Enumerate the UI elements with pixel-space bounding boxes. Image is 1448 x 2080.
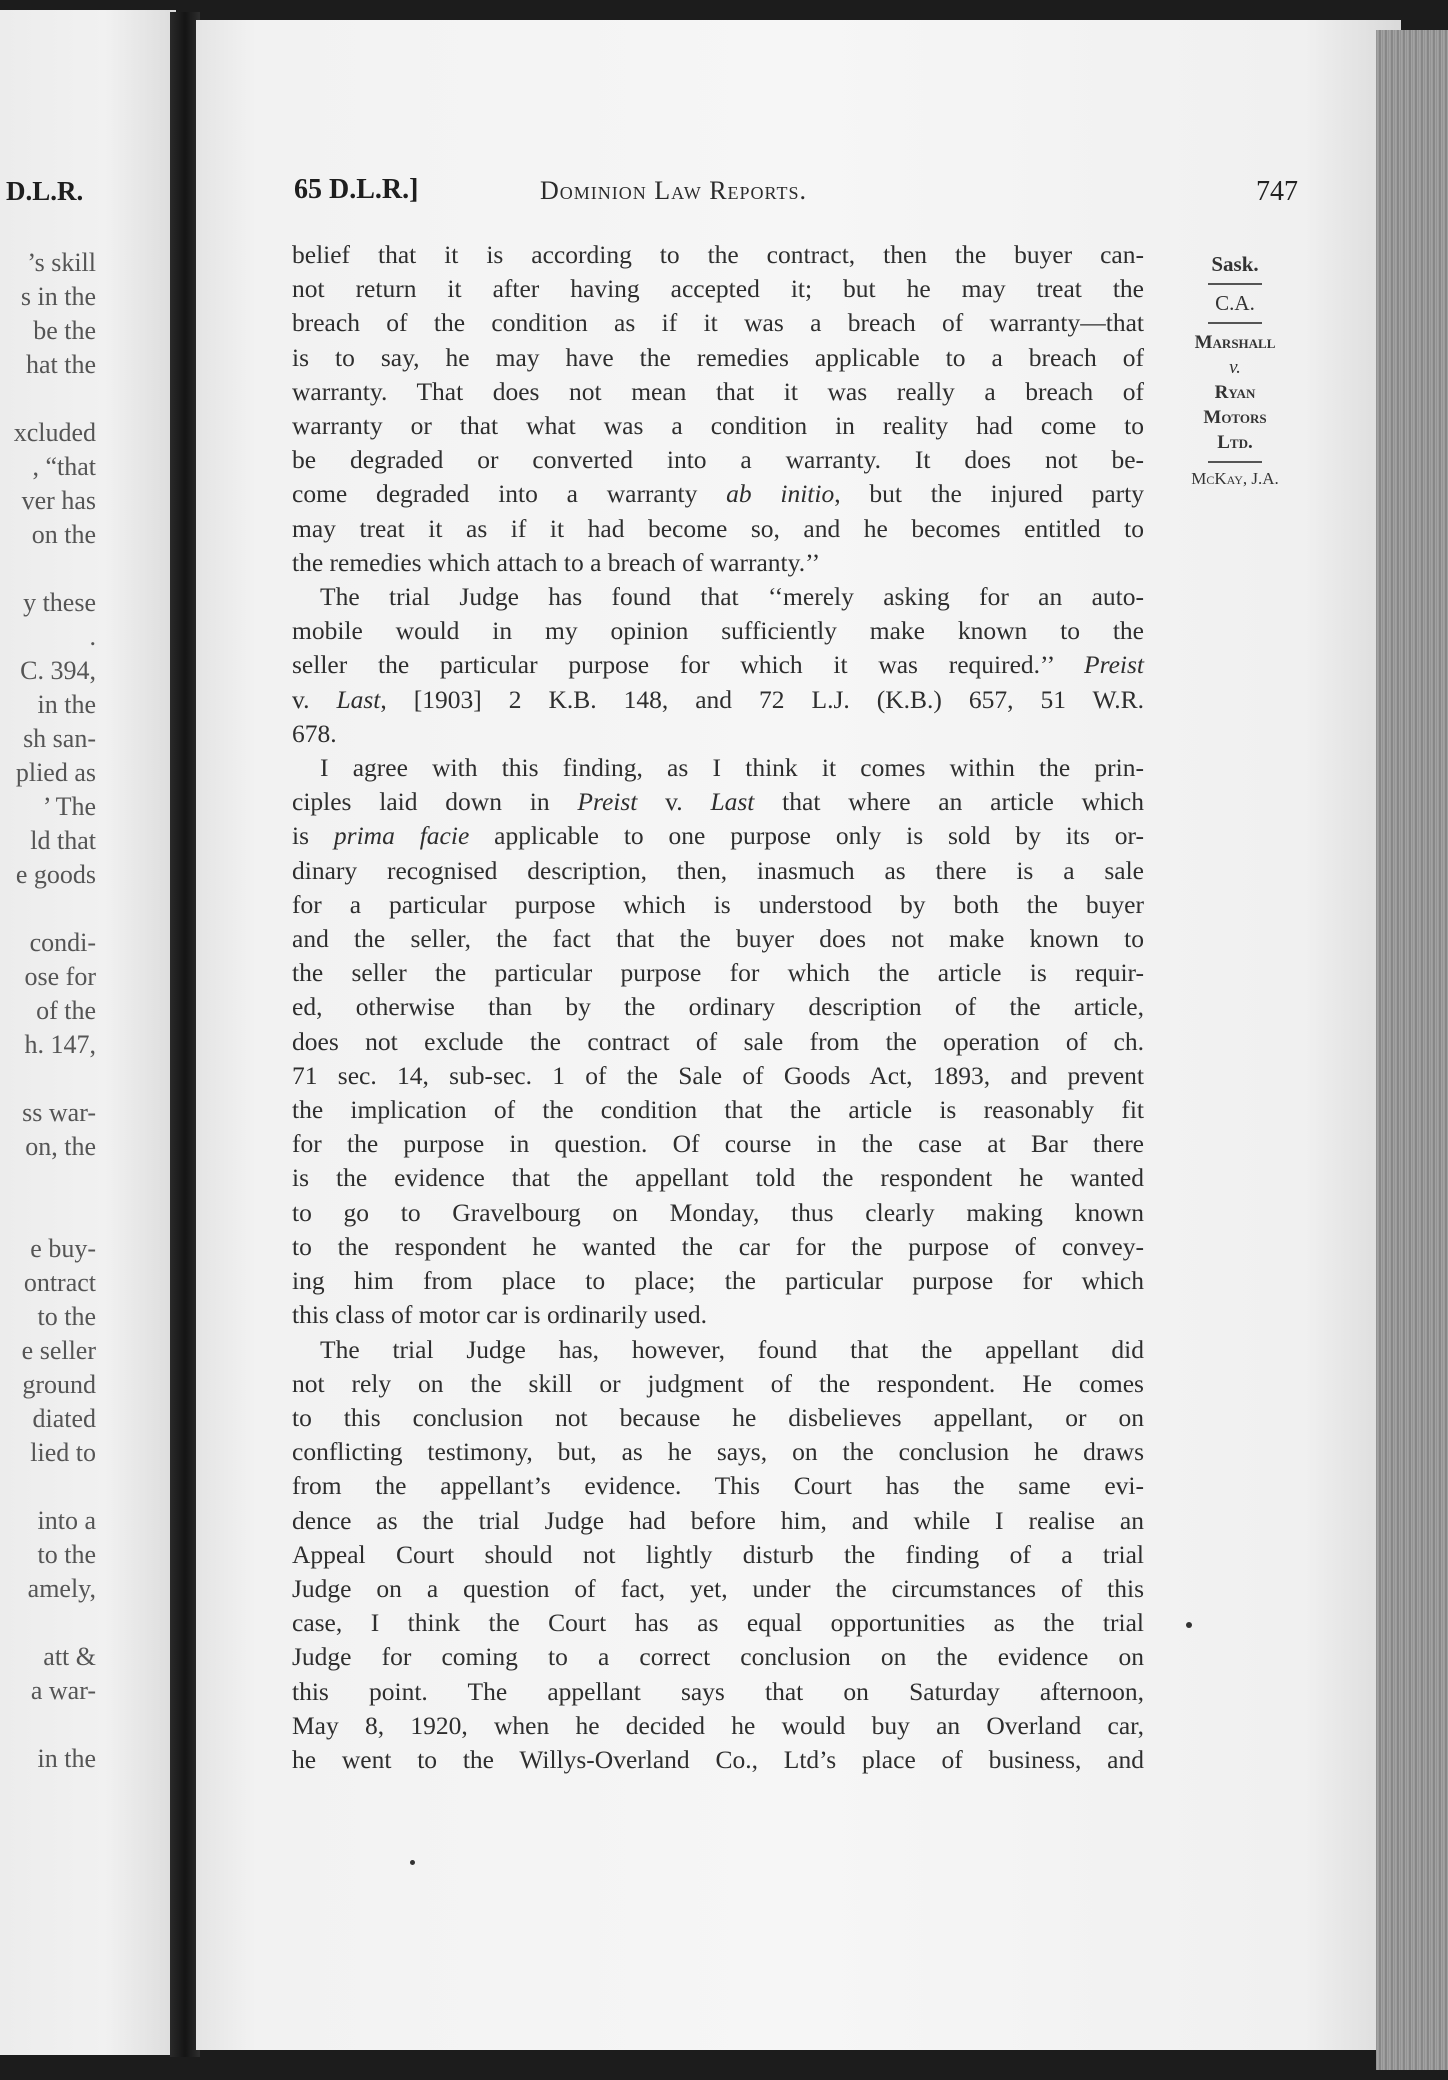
margin-rule <box>1208 283 1262 285</box>
left-page-line: xcluded <box>13 418 96 447</box>
left-page-line: to the <box>37 1302 96 1331</box>
left-page-line <box>14 1606 96 1640</box>
margin-rule <box>1208 461 1262 463</box>
body-line: mobile would in my opinion sufficiently make known to the <box>292 616 1144 646</box>
body-line-last: the remedies which attach to a breach of warranty.’’ <box>292 547 821 577</box>
body-line: v. Last, [1903] 2 K.B. 148, and 72 L.J. (K.B.) 657, 51 W.R. <box>292 684 1144 714</box>
body-line: for the purpose in question. Of course in the case at Bar there <box>292 1129 1144 1159</box>
body-line-last: this class of motor car is ordinarily used. <box>292 1300 707 1330</box>
body-line: not rely on the skill or judgment of the respondent. He comes <box>292 1368 1144 1398</box>
journal-title: Dominion Law Reports. <box>540 176 807 205</box>
left-page-line: lied to <box>30 1438 96 1467</box>
body-line: to go to Gravelbourg on Monday, thus clearly making known <box>292 1197 1144 1227</box>
body-line: this point. The appellant says that on Saturday afternoon, <box>292 1676 1144 1706</box>
body-line: Judge for coming to a correct conclusion on the evidence on <box>292 1642 1144 1672</box>
body-line: the seller the particular purpose for which the article is requir- <box>292 958 1144 988</box>
left-page-line: ground <box>22 1370 96 1399</box>
running-header <box>0 174 1448 214</box>
left-page-line: ’s skill <box>27 248 96 277</box>
left-page <box>0 10 176 2055</box>
left-page-line: be the <box>33 316 96 345</box>
left-page-line: on the <box>31 520 96 549</box>
case-versus: v. <box>1229 357 1241 378</box>
body-line: Judge on a question of fact, yet, under the circumstances of this <box>292 1573 1144 1603</box>
left-page-line: e seller <box>21 1336 96 1365</box>
margin-notes <box>1170 252 1300 489</box>
body-line: he went to the Willys-Overland Co., Ltd’s place of business, and <box>292 1744 1144 1774</box>
left-page-line: s in the <box>20 282 96 311</box>
left-page-line: in the <box>37 1744 96 1773</box>
left-page-header: D.L.R. <box>6 176 84 206</box>
body-line: warranty or that what was a condition in reality had come to <box>292 411 1144 441</box>
body-line: The trial Judge has found that ‘‘merely asking for an auto- <box>320 582 1144 612</box>
page-edges <box>1376 30 1448 2070</box>
body-line: ed, otherwise than by the ordinary description of the article, <box>292 992 1144 1022</box>
left-page-line: into a <box>37 1506 96 1535</box>
body-line: for a particular purpose which is understood by both the buyer <box>292 889 1144 919</box>
page-number: 747 <box>1256 176 1298 207</box>
left-page-line: e goods <box>15 860 96 889</box>
judge-name: McKay, J.A. <box>1191 469 1279 488</box>
left-page-line: hat the <box>25 350 96 379</box>
left-page-line: in the <box>37 690 96 719</box>
left-page-line <box>14 1164 96 1198</box>
court-label: C.A. <box>1215 291 1255 315</box>
left-page-line: sh san- <box>23 724 96 753</box>
left-page-line <box>14 1708 96 1742</box>
case-party-2-line2: Motors <box>1203 407 1267 428</box>
left-page-line: to the <box>37 1540 96 1569</box>
left-page-line: ss war- <box>22 1098 96 1127</box>
body-line: dence as the trial Judge had before him, and while I realise an <box>292 1505 1144 1535</box>
volume-citation: 65 D.L.R.] <box>294 174 419 205</box>
body-line: dinary recognised description, then, inasmuch as there is a sale <box>292 855 1144 885</box>
body-line: is to say, he may have the remedies applicable to a breach of <box>292 342 1144 372</box>
body-line: and the seller, the fact that the buyer does not make known to <box>292 924 1144 954</box>
left-page-line <box>14 382 96 416</box>
left-page-line: on, the <box>25 1132 96 1161</box>
left-page-line: e buy- <box>30 1234 96 1263</box>
left-page-line <box>14 1470 96 1504</box>
body-line: May 8, 1920, when he decided he would buy an Overland car, <box>292 1710 1144 1740</box>
left-page-line: a war- <box>30 1676 96 1705</box>
body-line: is prima facie applicable to one purpose only is sold by its or- <box>292 821 1144 851</box>
left-page-line: , “that <box>32 452 96 481</box>
left-page-line: h. 147, <box>24 1030 96 1059</box>
body-paragraph <box>292 751 1144 1332</box>
body-line: to the respondent he wanted the car for the purpose of convey- <box>292 1231 1144 1261</box>
left-page-line: att & <box>43 1642 96 1671</box>
body-line: ing him from place to place; the particular purpose for which <box>292 1266 1144 1296</box>
body-line: not return it after having accepted it; but he may treat the <box>292 274 1144 304</box>
left-page-line: C. 394, <box>20 656 96 685</box>
body-text <box>292 238 1144 1777</box>
left-page-line <box>14 552 96 586</box>
case-party-2-line3: Ltd. <box>1217 432 1253 453</box>
left-page-line: plied as <box>15 758 96 787</box>
margin-rule <box>1208 322 1262 324</box>
body-line: may treat it as if it had become so, and he becomes entitled to <box>292 513 1144 543</box>
left-page-line: diated <box>32 1404 96 1433</box>
case-party-1: Marshall <box>1194 332 1276 353</box>
body-line: does not exclude the contract of sale from the operation of ch. <box>292 1026 1144 1056</box>
speck-mark <box>410 1860 415 1865</box>
body-line: case, I think the Court has as equal opportunities as the trial <box>292 1608 1144 1638</box>
left-page-line: ontract <box>23 1268 96 1297</box>
body-line: belief that it is according to the contract, then the buyer can- <box>292 240 1144 269</box>
body-line: The trial Judge has, however, found that the appellant did <box>320 1334 1144 1364</box>
body-paragraph <box>292 1333 1144 1778</box>
left-page-line: ’ The <box>42 792 96 821</box>
body-line-last: 678. <box>292 718 337 748</box>
body-line: the implication of the condition that the article is reasonably fit <box>292 1095 1144 1125</box>
body-line: breach of the condition as if it was a breach of warranty—that <box>292 308 1144 338</box>
left-page-line <box>14 1198 96 1232</box>
left-page-line: condi- <box>29 928 96 957</box>
body-paragraph <box>292 238 1144 580</box>
left-page-line <box>14 892 96 926</box>
body-line: from the appellant’s evidence. This Court has the same evi- <box>292 1471 1144 1501</box>
body-line: be degraded or converted into a warranty. It does not be- <box>292 445 1144 475</box>
body-line: seller the particular purpose for which it was required.’’ Preist <box>292 650 1144 680</box>
body-line: is the evidence that the appellant told the respondent he wanted <box>292 1163 1144 1193</box>
body-paragraph <box>292 580 1144 751</box>
body-line: I agree with this finding, as I think it comes within the prin- <box>320 753 1144 783</box>
left-page-line <box>14 1062 96 1096</box>
left-page-line: y these <box>23 588 96 617</box>
left-page-line: . <box>89 622 96 651</box>
case-party-2-line1: Ryan <box>1214 382 1256 403</box>
province-label: Sask. <box>1211 252 1259 276</box>
body-line: 71 sec. 14, sub-sec. 1 of the Sale of Goods Act, 1893, and prevent <box>292 1060 1144 1090</box>
body-line: to this conclusion not because he disbelieves appellant, or on <box>292 1402 1144 1432</box>
body-line: ciples laid down in Preist v. Last that where an article which <box>292 787 1144 817</box>
left-page-line: amely, <box>27 1574 96 1603</box>
left-page-line: ver has <box>21 486 96 515</box>
body-line: come degraded into a warranty ab initio, but the injured party <box>292 479 1144 509</box>
body-line: Appeal Court should not lightly disturb the finding of a trial <box>292 1539 1144 1569</box>
left-page-text <box>14 246 96 1776</box>
body-line: warranty. That does not mean that it was really a breach of <box>292 376 1144 406</box>
left-page-line: ld that <box>30 826 96 855</box>
left-page-line: of the <box>36 996 96 1025</box>
speck-mark <box>1186 1622 1192 1628</box>
body-line: conflicting testimony, but, as he says, on the conclusion he draws <box>292 1437 1144 1467</box>
left-page-line: ose for <box>24 962 96 991</box>
